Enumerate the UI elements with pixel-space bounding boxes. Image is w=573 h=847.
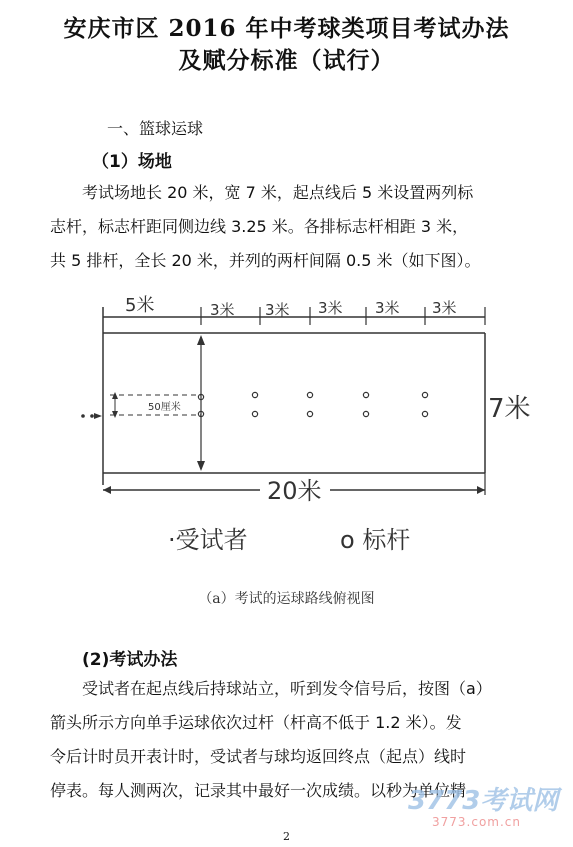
watermark-logo: 3773考试网 <box>408 786 559 816</box>
method-line-2: 箭头所示方向单手运球依次过杆（杆高不低于 1.2 米）。发 <box>50 713 462 732</box>
legend-tester: ·受试者 <box>168 526 248 554</box>
method-line-3: 令后计时员开表计时，受试者与球均返回终点（起点）线时 <box>50 747 467 766</box>
subheading-test-method: (2)考试办法 <box>82 650 178 670</box>
venue-line-3: 共 5 排杆，全长 20 米，并列的两杆间隔 0.5 米（如下图）。 <box>50 251 481 270</box>
page-number: 2 <box>283 830 290 843</box>
document-title-line1: 安庆市区 2016 年中考球类项目考试办法 <box>63 15 510 42</box>
method-line-1: 受试者在起点线后持球站立，听到发令信号后，按图（a） <box>82 679 492 698</box>
venue-line-2: 志杆，标志杆距同侧边线 3.25 米。各排标志杆相距 3 米， <box>50 217 469 236</box>
subheading-venue: （1）场地 <box>92 152 172 172</box>
dim-label-3m-d: 3米 <box>375 299 400 317</box>
figure-caption: （a）考试的运球路线俯视图 <box>198 591 375 607</box>
dim-label-3m-c: 3米 <box>318 299 343 317</box>
watermark-url: 3773.com.cn <box>432 815 521 829</box>
method-line-4: 停表。每人测两次，记录其中最好一次成绩。以秒为单位精 <box>50 781 467 800</box>
dim-label-3m-b: 3米 <box>265 301 290 319</box>
legend-pole: o 标杆 <box>340 526 411 554</box>
width-label-7m: 7米 <box>488 394 531 424</box>
dribble-course-diagram <box>70 285 531 525</box>
dim-label-3m-e: 3米 <box>432 299 457 317</box>
venue-paragraph <box>50 176 550 278</box>
dim-label-3m-a: 3米 <box>210 301 235 319</box>
section-heading-basketball: 一、篮球运球 <box>107 119 204 138</box>
dim-label-5m: 5米 <box>125 295 155 316</box>
gap-label-50cm: 50厘米 <box>148 402 181 413</box>
venue-line-1: 考试场地长 20 米，宽 7 米，起点线后 5 米设置两列标 <box>82 183 474 202</box>
document-title-line2: 及赋分标准（试行） <box>178 47 395 74</box>
length-label-20m: 20米 <box>267 477 322 505</box>
